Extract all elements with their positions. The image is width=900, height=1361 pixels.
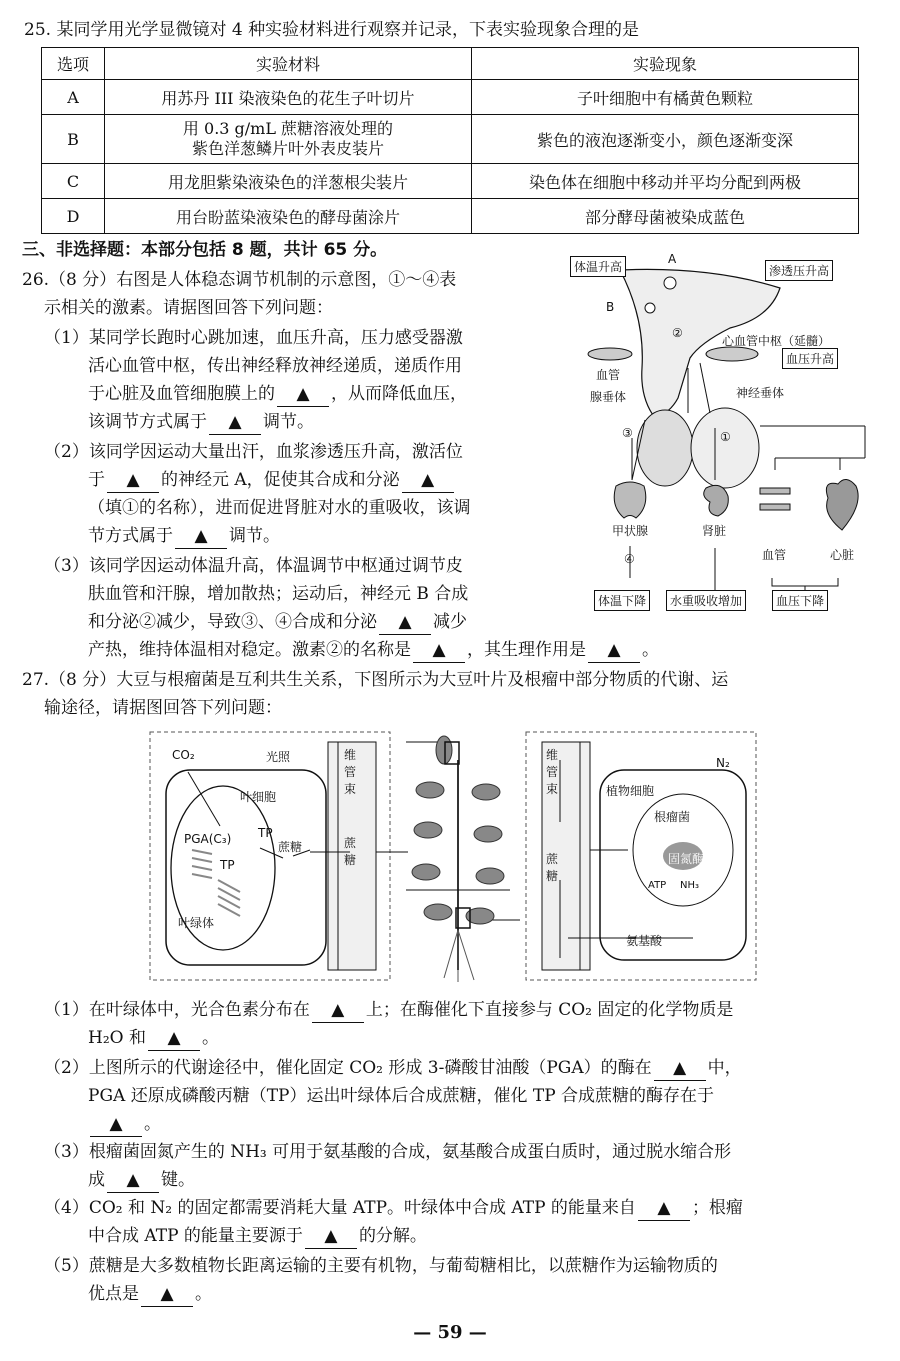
label-rhizobia: 根瘤菌 <box>654 810 691 824</box>
label-body-temp-up: 体温升高 <box>570 256 626 277</box>
label-vessel-2: 血管 <box>762 548 787 562</box>
label-chloroplast: 叶绿体 <box>178 916 215 930</box>
q26-p2-line: （填①的名称），进而促进肾脏对水的重吸收，该调 <box>88 498 471 518</box>
text: 优点是 <box>88 1284 139 1304</box>
text: 节方式属于 <box>88 526 173 546</box>
q26-p1-line: 活心血管中枢，传出神经释放神经递质，递质作用 <box>88 356 462 376</box>
option-cell: C <box>42 164 105 199</box>
answer-blank: ▲ <box>305 1224 357 1249</box>
q26-p3-line: 肤血管和汗腺，增加散热；运动后，神经元 B 合成 <box>88 584 469 604</box>
material-cell: 用苏丹 III 染液染色的花生子叶切片 <box>105 80 472 115</box>
text: （1）在叶绿体中，光合色素分布在 <box>44 1000 310 1020</box>
soybean-diagram <box>148 730 758 986</box>
q26-stem: 26.（8 分）右图是人体稳态调节机制的示意图，①～④表 <box>22 270 457 290</box>
q26-p3-line <box>88 638 659 663</box>
table-row <box>42 80 859 115</box>
label-leaf-cell: 叶细胞 <box>240 790 277 804</box>
text: 。 <box>642 640 659 660</box>
label-A: A <box>668 252 677 266</box>
q27-p3-line: （3）根瘤菌固氮产生的 NH₃ 可用于氨基酸的合成，氨基酸合成蛋白质时，通过脱水缩合形 <box>44 1142 732 1162</box>
label-kidney: 肾脏 <box>702 524 727 538</box>
diagram-lines <box>148 730 758 986</box>
homeostasis-diagram <box>560 248 890 618</box>
label-pituitary-neuro: 神经垂体 <box>736 386 785 400</box>
answer-blank: ▲ <box>148 1026 200 1051</box>
result-cell: 染色体在细胞中移动并平均分配到两极 <box>472 164 859 199</box>
label-sucrose-2: 蔗糖 <box>546 852 559 883</box>
q26-stem-2: 示相关的激素。请据图回答下列问题： <box>44 298 333 318</box>
label-vessel: 血管 <box>596 368 621 382</box>
text: 中合成 ATP 的能量主要源于 <box>88 1226 303 1246</box>
q26-p2-line <box>88 524 280 549</box>
q27-p5-line <box>88 1282 212 1307</box>
text: 调节。 <box>263 412 314 432</box>
option-cell: B <box>42 115 105 164</box>
text: 于心脏及血管细胞膜上的 <box>88 384 275 404</box>
label-sucrose-vb: 蔗糖 <box>344 836 357 867</box>
label-tp-out: TP <box>258 826 273 840</box>
label-temp-down: 体温下降 <box>594 590 650 611</box>
table-row <box>42 199 859 234</box>
q26-p3-line <box>88 610 467 635</box>
label-3: ③ <box>622 426 633 440</box>
label-tp: TP <box>220 858 235 872</box>
label-pituitary-ad: 腺垂体 <box>590 390 627 404</box>
label-atp: ATP <box>648 880 667 891</box>
label-water-reabs: 水重吸收增加 <box>666 590 746 611</box>
table-row <box>42 164 859 199</box>
q27-p1-line <box>44 998 733 1023</box>
result-cell: 子叶细胞中有橘黄色颗粒 <box>472 80 859 115</box>
col-result: 实验现象 <box>472 48 859 80</box>
label-co2: CO₂ <box>172 748 195 762</box>
material-cell: 用台盼蓝染液染色的酵母菌涂片 <box>105 199 472 234</box>
label-osmotic-up: 渗透压升高 <box>765 260 833 281</box>
q27-p2-line <box>44 1056 742 1081</box>
label-nh3: NH₃ <box>680 880 700 891</box>
q27-p2-line: PGA 还原成磷酸丙糖（TP）运出叶绿体后合成蔗糖，催化 TP 合成蔗糖的酶存在于 <box>88 1086 715 1106</box>
result-cell: 紫色的液泡逐渐变小，颜色逐渐变深 <box>472 115 859 164</box>
col-option: 选项 <box>42 48 105 80</box>
label-thyroid: 甲状腺 <box>612 524 649 538</box>
text: H₂O 和 <box>88 1028 146 1048</box>
q27-p2-line <box>88 1112 161 1137</box>
label-amino-acid: 氨基酸 <box>626 934 663 948</box>
answer-blank: ▲ <box>588 638 640 663</box>
section-heading: 三、非选择题：本部分包括 8 题，共计 65 分。 <box>22 240 388 260</box>
label-n2: N₂ <box>716 756 730 770</box>
material-cell: 用龙胆紫染液染色的洋葱根尖装片 <box>105 164 472 199</box>
page-number: — 59 — <box>413 1322 487 1343</box>
text: 键。 <box>161 1170 195 1190</box>
label-nitrogenase: 固氮酶 <box>668 852 705 866</box>
text: （2）上图所示的代谢途径中，催化固定 CO₂ 形成 3-磷酸甘油酸（PGA）的酶在 <box>44 1058 652 1078</box>
text: 的分解。 <box>358 1226 427 1246</box>
text: 该调节方式属于 <box>88 412 207 432</box>
text: 中， <box>707 1058 742 1078</box>
q25-table <box>41 47 859 234</box>
text: 。 <box>201 1028 219 1048</box>
material-line: 紫色洋葱鳞片叶外表皮装片 <box>191 139 384 158</box>
answer-blank: ▲ <box>175 524 227 549</box>
q27-p3-line <box>88 1168 195 1193</box>
q27-stem-2: 输途径，请据图回答下列问题： <box>44 698 282 718</box>
table-header-row <box>42 48 859 80</box>
answer-blank: ▲ <box>141 1282 193 1307</box>
label-plant-cell: 植物细胞 <box>606 784 655 798</box>
q27-p5-line: （5）蔗糖是大多数植物长距离运输的主要有机物，与葡萄糖相比，以蔗糖作为运输物质的 <box>44 1256 718 1276</box>
material-line: 用 0.3 g/mL 蔗糖溶液处理的 <box>182 119 394 138</box>
label-B: B <box>606 300 615 314</box>
answer-blank: ▲ <box>107 468 159 493</box>
label-heart: 心脏 <box>830 548 855 562</box>
text: ，其生理作用是 <box>467 640 586 660</box>
answer-blank: ▲ <box>209 410 261 435</box>
label-2: ② <box>672 326 683 340</box>
col-material: 实验材料 <box>105 48 472 80</box>
q26-p1-line <box>88 410 314 435</box>
text: 。 <box>195 1284 212 1304</box>
q26-p1-line <box>88 382 467 407</box>
q27-p4-line <box>44 1196 743 1221</box>
text: 成 <box>88 1170 105 1190</box>
text: 的神经元 A，促使其合成和分泌 <box>161 470 400 490</box>
material-cell <box>105 115 472 164</box>
text: 和分泌②减少，导致③、④合成和分泌 <box>88 612 377 632</box>
answer-blank: ▲ <box>402 468 454 493</box>
label-light: 光照 <box>266 750 291 764</box>
q27-stem: 27.（8 分）大豆与根瘤菌是互利共生关系，下图所示为大豆叶片及根瘤中部分物质的代谢、运 <box>22 670 729 690</box>
label-cv-center: 心血管中枢（延髓） <box>722 334 831 348</box>
text: 上；在酶催化下直接参与 CO₂ 固定的化学物质是 <box>365 1000 734 1020</box>
q27-p1-line <box>88 1026 219 1051</box>
label-sucrose: 蔗糖 <box>278 840 303 854</box>
q26-p3-line: （3）该同学因运动体温升高，体温调节中枢通过调节皮 <box>44 556 463 576</box>
text: 。 <box>144 1114 161 1134</box>
answer-blank: ▲ <box>638 1196 690 1221</box>
q26-p2-line: （2）该同学因运动大量出汗，血浆渗透压升高，激活位 <box>44 442 463 462</box>
option-cell: A <box>42 80 105 115</box>
q26-p1-line: （1）某同学长跑时心跳加速，血压升高，压力感受器激 <box>44 328 463 348</box>
label-pga: PGA(C₃) <box>184 832 232 846</box>
text: ，从而降低血压， <box>331 384 467 404</box>
text: 调节。 <box>229 526 280 546</box>
label-bp-up: 血压升高 <box>782 348 838 369</box>
answer-blank: ▲ <box>654 1056 706 1081</box>
label-bp-down: 血压下降 <box>772 590 828 611</box>
q26-p2-line <box>88 468 456 493</box>
answer-blank: ▲ <box>90 1112 142 1137</box>
result-cell: 部分酵母菌被染成蓝色 <box>472 199 859 234</box>
label-vascular-bundle-2: 维管束 <box>546 748 559 796</box>
text: 于 <box>88 470 105 490</box>
table-row <box>42 115 859 164</box>
label-vascular-bundle: 维管束 <box>344 748 357 796</box>
answer-blank: ▲ <box>379 610 431 635</box>
text: （4）CO₂ 和 N₂ 的固定都需要消耗大量 ATP。叶绿体中合成 ATP 的能量来自 <box>44 1198 636 1218</box>
text: 减少 <box>433 612 467 632</box>
q25-stem: 25. 某同学用光学显微镜对 4 种实验材料进行观察并记录，下表实验现象合理的是 <box>24 20 640 40</box>
answer-blank: ▲ <box>312 998 364 1023</box>
text: 产热，维持体温相对稳定。激素②的名称是 <box>88 640 411 660</box>
text: ；根瘤 <box>691 1198 743 1218</box>
label-4: ④ <box>624 552 635 566</box>
option-cell: D <box>42 199 105 234</box>
answer-blank: ▲ <box>107 1168 159 1193</box>
answer-blank: ▲ <box>413 638 465 663</box>
q27-p4-line <box>88 1224 427 1249</box>
label-1: ① <box>720 430 731 444</box>
answer-blank: ▲ <box>277 382 329 407</box>
